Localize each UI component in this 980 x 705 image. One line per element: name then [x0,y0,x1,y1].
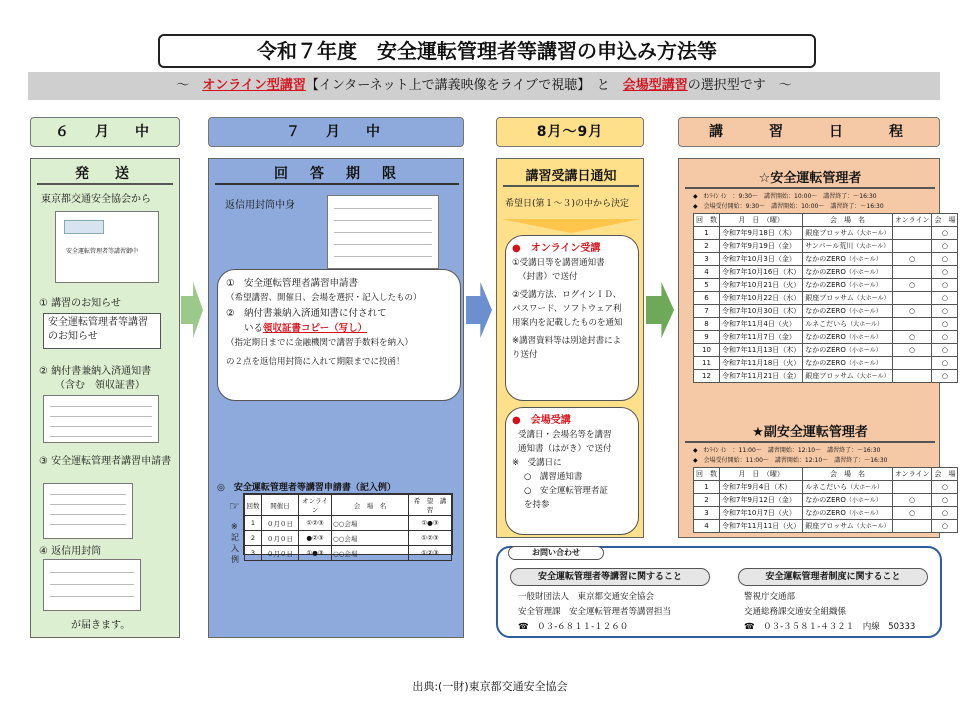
fuku-cell-site: ○ [932,507,958,520]
envelope-note: 返信用封筒中身 [225,200,295,211]
kanri-cell-site: ○ [932,370,958,383]
june-item-3-no: ③ [39,456,48,467]
fuku-col-venue: 会 場 名 [803,468,892,481]
example-row-1-date: ０月０日 [262,516,299,531]
kanri-cell-no: 9 [694,331,720,344]
kanri-cell-venue [803,318,892,331]
kanri-cell-site: ○ [932,279,958,292]
kanri-cell-date: 令和7年10月3日（金） [720,253,803,266]
kanri-row [694,357,958,370]
fuku-cell-site: ○ [932,494,958,507]
online-notice-bubble [505,235,639,401]
example-row-1-online: ①②③ [299,516,332,531]
online-notice-l3: ②受講方法、ログインＩＤ、 [512,290,622,300]
kanri-cell-date: 令和7年10月22日（水） [720,292,803,305]
inquiry-left-l1: 一般財団法人 東京都交通安全協会 [518,592,655,602]
fuku-row [694,494,958,507]
fuku-cell-date: 令和7年9月4日（木） [720,481,803,494]
kanri-cell-site: ○ [932,331,958,344]
reply-item-2b-prefix: いる [244,323,264,334]
june-item-3-label: 安全運転管理者講習申請書 [51,456,172,467]
reply-item-2-no: ② [226,308,235,319]
fuku-cell-no: 1 [694,481,720,494]
example-row-3-no: 3 [245,546,262,561]
reply-summary: の２点を返信用封筒に入れて期限までに投函！ [226,357,405,367]
kanri-cell-no: 8 [694,318,720,331]
june-item-2 [39,365,179,379]
kanri-cell-date: 令和7年11月18日（火） [720,357,803,370]
reply-item-2b [226,321,452,336]
arrow-right-icon [646,282,674,338]
header-schedule: 講 習 日 程 [678,117,940,147]
kanri-cell-online [892,357,932,370]
subtitle-venue: 会場型講習 [622,78,688,93]
header-aug-sep: 8月～9月 [496,117,644,147]
fuku-cell-venue [803,494,892,507]
kanri-row [694,279,958,292]
online-notice-l6: ※講習資料等は別途封書によ [512,336,622,346]
kanri-venue-hall: （大ホール） [853,243,890,250]
kanri-row [694,305,958,318]
kanri-venue-name: なかのZERO [805,268,846,276]
example-title-text: 安全運転管理者等講習申請書（記入例） [233,483,396,493]
reply-item-1-note: （希望講習、開催日、会場を選択・記入したもの） [226,293,422,303]
june-item-2-label: 納付書兼納入済通知書 [51,366,152,377]
june-item-4 [39,545,179,559]
fuku-row [694,481,958,494]
kanri-venue-hall: （小ホール） [845,360,882,367]
reply-item-2-text: 納付書兼納入済通知書に付されて [244,308,387,319]
fuku-note-2: ◆ 会場受付開始：11:00～ 講習開始：12:10～ 講習終了：～16:30 [693,457,888,464]
kanri-cell-site: ○ [932,253,958,266]
kanri-cell-no: 10 [694,344,720,357]
example-col-venue: 会 場 名 [332,495,409,516]
example-side-label: ※記入例 [231,522,239,564]
kanri-cell-date: 令和7年11月13日（木） [720,344,803,357]
kanri-cell-online [892,266,932,279]
kanri-venue-name: サンパール荒川 [805,242,854,250]
june-notice-box: 安全運転管理者等講習のお知らせ [43,313,161,349]
fuku-cell-online: ○ [892,507,932,520]
kanri-venue-name: ルネこだいら [805,320,848,328]
kanri-title: ☆安全運転管理者 [685,167,935,189]
kanri-venue-hall: （大ホール） [847,321,883,328]
fuku-col-no: 回 数 [694,468,720,481]
venue-notice-title-text: 会場受講 [530,415,571,426]
inquiry-right-l1: 警視庁交通部 [744,592,796,602]
fuku-venue-name: 銀座ブロッサム [805,522,854,530]
subtitle-suffix: の選択型です ～ [687,78,792,93]
kanri-venue-hall: （小ホール） [845,347,882,354]
venue-notice-l4: ○ 講習通知書 [524,472,583,482]
fuku-venue-name: なかのZERO [805,509,846,517]
fuku-header-row [694,468,958,481]
kanri-venue-hall: （小ホール） [845,256,882,263]
kanri-header-row [694,214,958,227]
fuku-venue-hall: （大ホール） [847,484,883,491]
example-row-3-online: ①●③ [299,546,332,561]
fuku-cell-site: ○ [932,520,958,533]
venue-notice-l1: 受講日・会場名等を講習 [518,430,612,440]
online-notice-l5: 用案内を記載したものを通知 [512,318,623,328]
kanri-row [694,227,958,240]
kanri-cell-venue [803,370,892,383]
chevron-down-icon [501,219,641,233]
example-col-kibou: 希 望 講 習 [409,495,452,516]
subtitle-bar [28,72,940,100]
june-item-1 [39,297,179,311]
example-row-3-date: ０月０日 [262,546,299,561]
fuku-venue-hall: （小ホール） [845,497,882,504]
example-col-no: 回数 [245,495,262,516]
inquiry-right-title: 安全運転管理者制度に関すること [738,568,928,586]
venue-notice-title: ● 会場受講 [512,415,571,426]
example-row-1-kibou: ①●③ [409,516,452,531]
example-row-2-kibou: ①②③ [409,531,452,546]
kanri-cell-online [892,227,932,240]
notice-panel [496,158,644,538]
kanri-cell-date: 令和7年10月21日（火） [720,279,803,292]
fuku-note-1: ◆ ｵﾝﾗｲﾝ ｲﾝ ：11:00～ 講習開始：12:10～ 講習終了：～16:30 [693,447,881,454]
kanri-venue-name: 銀座ブロッサム [805,372,854,380]
kanri-cell-venue [803,279,892,292]
kanri-cell-online [892,318,932,331]
kanri-venue-name: なかのZERO [805,255,846,263]
kanri-cell-date: 令和7年11月7日（金） [720,331,803,344]
header-june: ６ 月 中 [30,117,180,147]
online-notice-l2: （封書）で送付 [518,272,578,282]
online-notice-title: ● オンライン受講 [512,243,601,254]
example-row-3-venue: ○○会場 [332,546,409,561]
kanri-cell-site: ○ [932,318,958,331]
july-panel [208,158,464,638]
example-col-online: オンライン [299,495,332,516]
fuku-cell-date: 令和7年9月12日（金） [720,494,803,507]
pointing-hand-icon: ☞ [229,499,240,513]
online-notice-l4: パスワード、ソフトウェア利 [512,304,622,314]
fuku-venue-hall: （小ホール） [845,510,882,517]
example-row-1-no: 1 [245,516,262,531]
arrow-right-icon [466,282,492,338]
kanri-cell-online: ○ [892,331,932,344]
return-envelope-contents-image [327,195,439,269]
example-col-date: 開催日 [262,495,299,516]
subtitle-online: オンライン型講習 [202,78,306,93]
kanri-col-site: 会 場 [932,214,958,227]
example-row-2-online: ●②③ [299,531,332,546]
subtitle-prefix: ～ [176,78,203,93]
notice-desc: 希望日(第１～３)の中から決定 [505,199,630,209]
example-row-2-venue: ○○会場 [332,531,409,546]
kanri-venue-hall: （大ホール） [853,373,890,380]
kanri-cell-online: ○ [892,279,932,292]
fuku-cell-venue [803,507,892,520]
kanri-cell-online: ○ [892,305,932,318]
reply-item-1-text: 安全運転管理者講習申請書 [244,278,359,289]
kanri-cell-site: ○ [932,305,958,318]
reply-item-2-note: （指定期日までに金融機関で講習手数料を納入） [226,338,414,348]
kanri-venue-hall: （小ホール） [845,308,882,315]
kanri-cell-site: ○ [932,240,958,253]
fuku-cell-site: ○ [932,481,958,494]
kanri-col-venue: 会 場 名 [803,214,892,227]
online-notice-l7: り送付 [512,350,538,360]
july-section-title: 回 答 期 限 [215,163,459,185]
inquiry-panel [496,546,942,638]
kanri-cell-site: ○ [932,227,958,240]
application-form-image [43,483,133,539]
kanri-row [694,292,958,305]
kanri-row [694,253,958,266]
arrow-right-icon [181,282,203,338]
kanri-cell-venue [803,357,892,370]
reply-item-1 [226,276,452,291]
payment-slip-image [43,395,159,443]
source-credit: 出典:(一財)東京都交通安全協会 [412,680,568,693]
fuku-row [694,507,958,520]
kanri-cell-no: 12 [694,370,720,383]
example-row-3-kibou: ①②③ [409,546,452,561]
june-item-1-no: ① [39,298,48,309]
kanri-venue-name: なかのZERO [805,359,846,367]
example-row-2-date: ０月０日 [262,531,299,546]
venue-notice-l3: ※ 受講日に [512,458,562,468]
venue-notice-l5: ○ 安全運転管理者証 [524,486,608,496]
header-july: ７ 月 中 [208,117,464,147]
reply-bubble [217,269,461,401]
june-item-4-no: ④ [39,546,48,557]
kanri-cell-no: 5 [694,279,720,292]
kanri-cell-no: 3 [694,253,720,266]
kanri-cell-venue [803,344,892,357]
fuku-venue-hall: （大ホール） [853,523,890,530]
kanri-cell-no: 7 [694,305,720,318]
june-item-3 [39,455,179,469]
kanri-row [694,370,958,383]
page-title: 令和７年度 安全運転管理者等講習の申込み方法等 [158,34,816,68]
kanri-cell-site: ○ [932,344,958,357]
kanri-cell-online: ○ [892,344,932,357]
fuku-title: ★副安全運転管理者 [685,421,935,443]
kanri-note-2: ◆ 会場受付開始：9:30～ 講習開始：10:00～ 講習終了：～16:30 [693,203,884,210]
june-item-4-label: 返信用封筒 [51,546,102,557]
kanri-row [694,318,958,331]
example-row-1-venue: ○○会場 [332,516,409,531]
fuku-cell-venue [803,520,892,533]
kanri-cell-no: 1 [694,227,720,240]
inquiry-right-tel: ☎ ０３-３５８１-４３２１ 内線 50333 [744,622,916,632]
kanri-cell-venue [803,292,892,305]
kanri-col-no: 回 数 [694,214,720,227]
kanri-cell-no: 6 [694,292,720,305]
fuku-cell-date: 令和7年11月11日（火） [720,520,803,533]
june-item-2-no: ② [39,366,48,377]
kanri-venue-hall: （大ホール） [853,295,890,302]
kanri-cell-date: 令和7年11月4日（火） [720,318,803,331]
kanri-venue-name: 銀座ブロッサム [805,229,854,237]
kanri-row [694,240,958,253]
inquiry-left-tel: ☎ ０３-６８１１-１２６０ [518,622,629,632]
fuku-cell-online [892,481,932,494]
fuku-venue-name: なかのZERO [805,496,846,504]
return-envelope-image [43,559,141,611]
fuku-row [694,520,958,533]
kanri-venue-name: 銀座ブロッサム [805,294,854,302]
online-notice-title-text: オンライン受講 [530,243,601,254]
fuku-schedule-table [693,467,958,533]
example-form [243,493,453,558]
fuku-cell-no: 4 [694,520,720,533]
kanri-cell-venue [803,240,892,253]
kanri-cell-date: 令和7年10月30日（木） [720,305,803,318]
kanri-row [694,331,958,344]
notice-section-title: 講習受講日通知 [503,165,639,187]
envelope-label: 安全運転管理者等講習御中 [66,248,139,255]
venue-notice-l2: 通知書（はがき）で送付 [518,444,612,454]
kanri-cell-online [892,240,932,253]
kanri-venue-name: なかのZERO [805,346,846,354]
kanri-cell-online [892,292,932,305]
kanri-cell-date: 令和7年10月16日（木） [720,266,803,279]
kanri-cell-no: 2 [694,240,720,253]
kanri-cell-venue [803,305,892,318]
kanri-cell-no: 4 [694,266,720,279]
fuku-cell-venue [803,481,892,494]
fuku-cell-no: 2 [694,494,720,507]
kanri-row [694,344,958,357]
kanri-cell-date: 令和7年11月21日（金） [720,370,803,383]
kanri-cell-site: ○ [932,357,958,370]
venue-notice-bubble [505,407,639,535]
subtitle-middle: 【インターネット上で講義映像をライブで視聴】 と [305,78,623,93]
reply-item-1-no: ① [226,278,235,289]
kanri-row [694,266,958,279]
example-title: ◎ 安全運転管理者等講習申請書（記入例） [217,483,396,493]
june-from: 東京都交通安全協会から [41,194,151,205]
online-notice-l1: ①受講日等を講習通知書 [512,258,605,268]
fuku-cell-date: 令和7年10月7日（火） [720,507,803,520]
envelope-image [55,211,159,283]
inquiry-left-title: 安全運転管理者等講習に関すること [510,568,710,586]
kanri-venue-hall: （小ホール） [845,334,882,341]
kanri-cell-online [892,370,932,383]
fuku-cell-online: ○ [892,494,932,507]
kanri-cell-site: ○ [932,266,958,279]
june-panel [30,158,180,638]
kanri-cell-online: ○ [892,253,932,266]
kanri-cell-site: ○ [932,292,958,305]
fuku-col-date: 月 日 （曜） [720,468,803,481]
fuku-col-online: オンライン [892,468,932,481]
kanri-note-1: ◆ ｵﾝﾗｲﾝ ｲﾝ ：9:30～ 講習開始：10:00～ 講習終了：～16:30 [693,193,877,200]
kanri-venue-hall: （小ホール） [845,282,882,289]
receipt-copy-highlight: 領収証書コピー（写し） [263,323,368,334]
kanri-cell-no: 11 [694,357,720,370]
kanri-cell-venue [803,253,892,266]
june-section-title: 発 送 [37,163,173,185]
kanri-venue-hall: （大ホール） [853,230,890,237]
schedule-panel [678,158,956,538]
reply-item-2 [226,306,452,321]
venue-notice-l6: を持参 [524,500,550,510]
inquiry-label: お問い合わせ [508,546,604,560]
kanri-cell-venue [803,266,892,279]
fuku-cell-no: 3 [694,507,720,520]
kanri-schedule-table [693,213,958,383]
kanri-cell-venue [803,227,892,240]
june-item-1-label: 講習のお知らせ [51,298,121,309]
kanri-col-date: 月 日 （曜） [720,214,803,227]
june-footer: が届きます。 [71,620,131,631]
kanri-col-online: オンライン [892,214,932,227]
kanri-venue-name: なかのZERO [805,281,846,289]
kanri-venue-name: なかのZERO [805,307,846,315]
fuku-cell-online [892,520,932,533]
kanri-cell-date: 令和7年9月18日（木） [720,227,803,240]
fuku-col-site: 会 場 [932,468,958,481]
inquiry-right-l2: 交通総務課交通安全組織係 [744,607,847,617]
kanri-venue-hall: （小ホール） [845,269,882,276]
fuku-venue-name: ルネこだいら [805,483,848,491]
kanri-cell-date: 令和7年9月19日（金） [720,240,803,253]
example-row-2-no: 2 [245,531,262,546]
kanri-cell-venue [803,331,892,344]
inquiry-left-l2: 安全管理課 安全運転管理者等講習担当 [518,607,672,617]
kanri-venue-name: なかのZERO [805,333,846,341]
june-item-2-sub: （含む 領収証書） [55,380,145,391]
